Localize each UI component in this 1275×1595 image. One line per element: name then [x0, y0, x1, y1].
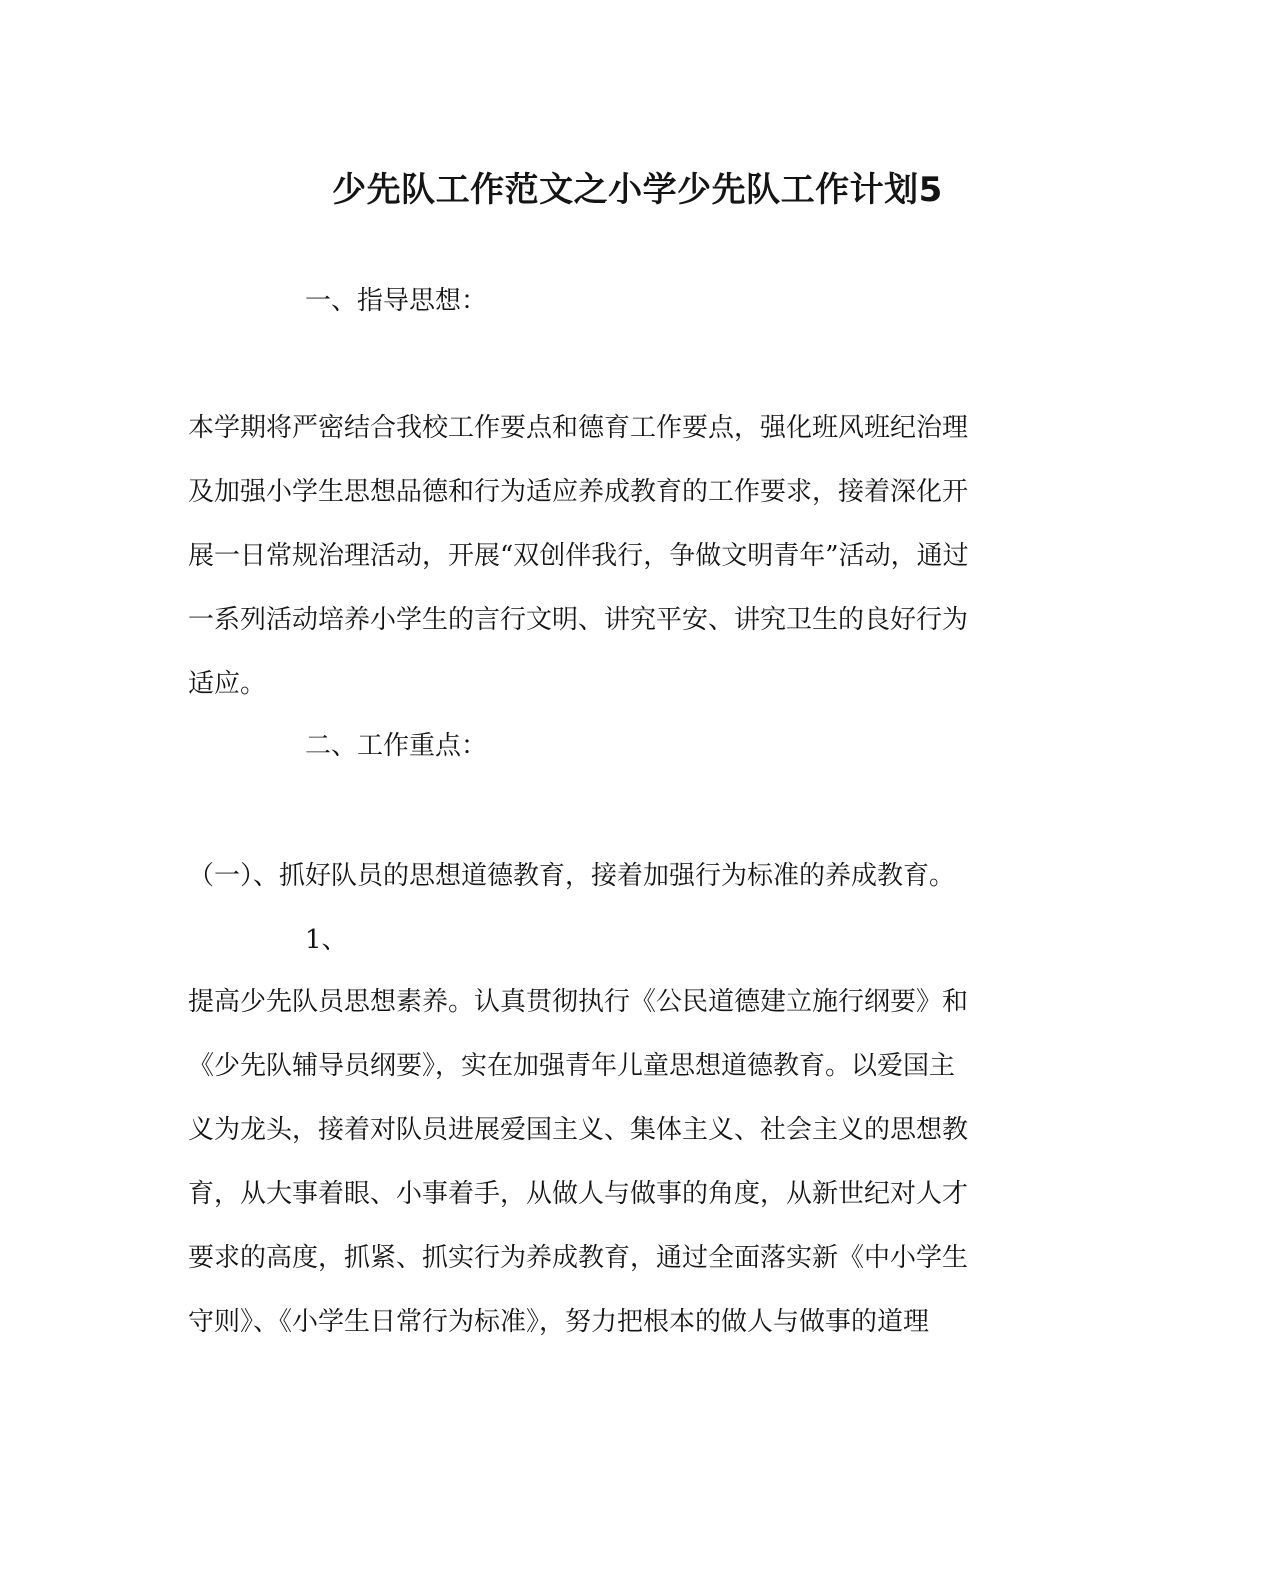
- section-heading-guiding-thought: 一、指导思想：: [305, 286, 488, 316]
- document-title: 少先队工作范文之小学少先队工作计划5: [332, 170, 943, 210]
- paragraph-line: 适应。: [188, 669, 267, 699]
- subheading-line: （一）、抓好队员的思想道德教育，接着加强行为标准的养成教育。: [188, 861, 956, 891]
- paragraph-line: 提高少先队员思想素养。认真贯彻执行《公民道德建立施行纲要》和: [188, 987, 969, 1017]
- paragraph-line: 及加强小学生思想品德和行为适应养成教育的工作要求，接着深化开: [188, 477, 969, 507]
- paragraph-line: 本学期将严密结合我校工作要点和德育工作要点，强化班风班纪治理: [188, 413, 969, 443]
- paragraph-line: 《少先队辅导员纲要》，实在加强青年儿童思想道德教育。以爱国主: [188, 1051, 956, 1081]
- paragraph-line: 守则》、《小学生日常行为标准》，努力把根本的做人与做事的道理: [188, 1307, 930, 1337]
- paragraph-line: 义为龙头，接着对队员进展爱国主义、集体主义、社会主义的思想教: [188, 1115, 969, 1145]
- paragraph-line: 一系列活动培养小学生的言行文明、讲究平安、讲究卫生的良好行为: [188, 605, 969, 635]
- paragraph-line: 展一日常规治理活动，开展“双创伴我行，争做文明青年”活动，通过: [188, 541, 969, 571]
- paragraph-line: 育，从大事着眼、小事着手，从做人与做事的角度，从新世纪对人才: [188, 1179, 969, 1209]
- paragraph-item-1: [188, 970, 1058, 1354]
- paragraph-guiding-thought: [188, 396, 1058, 716]
- item-number: 1、: [305, 925, 348, 955]
- paragraph-line: 要求的高度，抓紧、抓实行为养成教育，通过全面落实新《中小学生: [188, 1243, 969, 1273]
- section-heading-work-focus: 二、工作重点：: [305, 731, 488, 761]
- subheading-moral-education: [188, 844, 1058, 908]
